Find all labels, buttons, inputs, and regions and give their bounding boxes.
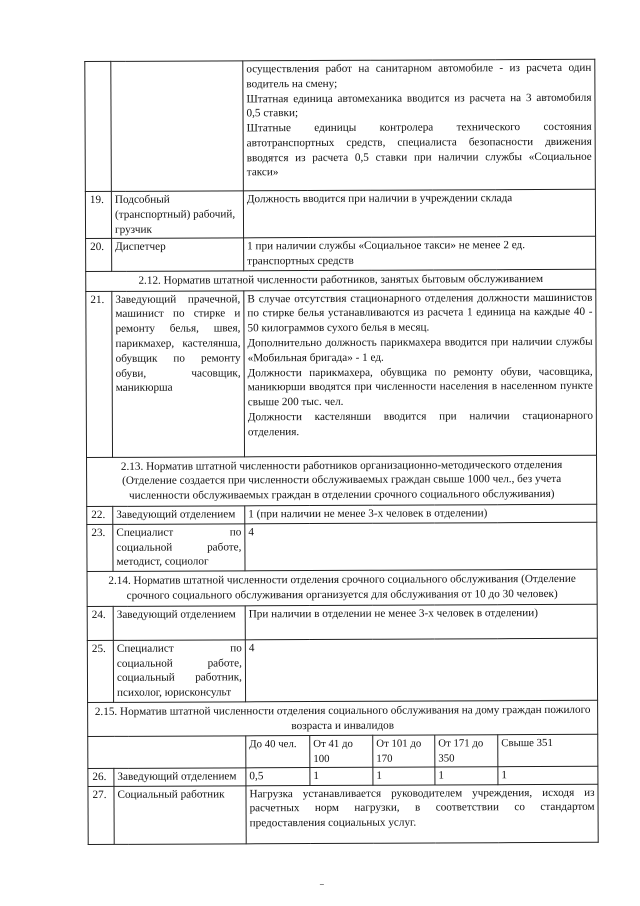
norm-cell: Должность вводится при наличии в учреждении склада bbox=[243, 189, 595, 238]
table-row bbox=[85, 189, 595, 239]
value-cell: 1 bbox=[498, 766, 598, 784]
row-number: 24. bbox=[87, 606, 113, 640]
section-title: 2.14. Норматив штатной численности отделения срочного социального обслуживания (Отделение срочного социального обслуживания организуется для обслуживания от 10 до 30 человек) bbox=[87, 569, 597, 606]
row-number: 21. bbox=[86, 291, 113, 457]
norm-paragraph: Должности кастелянши вводится при наличии стационарного отделения. bbox=[247, 409, 593, 439]
norm-cell: 1 при наличии службы «Социальное такси» не менее 2 ед. транспортных средств bbox=[244, 237, 596, 271]
row-number: 27. bbox=[88, 786, 114, 844]
norm-paragraph: Должности парикмахера, обувщика по ремонту обуви, часовщика, маникюрши вводятся при численности населения в населенном пункте свыше 200 тыс. чел. bbox=[247, 365, 593, 409]
section-header-row bbox=[87, 569, 597, 606]
table-row bbox=[85, 59, 596, 191]
value-cell: 1 bbox=[310, 767, 373, 785]
table-row bbox=[86, 237, 596, 272]
empty-header-cell bbox=[88, 736, 246, 768]
column-header: От 171 до 350 bbox=[435, 735, 498, 767]
norm-cell: При наличии в отделении не менее 3-х человек в отделении) bbox=[245, 604, 597, 640]
table-row bbox=[87, 504, 597, 524]
position-name bbox=[111, 61, 244, 192]
section-title: 2.12. Норматив штатной численности работников, занятых бытовым обслуживанием bbox=[86, 269, 596, 291]
row-number: 22. bbox=[87, 506, 113, 524]
row-number bbox=[85, 61, 112, 191]
norm-cell: 4 bbox=[245, 522, 597, 571]
position-name: Заведующий отделением bbox=[113, 606, 245, 641]
position-name: Специалист по социальной работе, методист, социолог bbox=[113, 524, 245, 572]
page-mark bbox=[320, 884, 324, 885]
position-name: Социальный работник bbox=[114, 786, 246, 845]
position-name: Заведующий прачечной, машинист по стирке и ремонту белья, швея, парикмахер, кастелянша, обувщик по ремонту обуви, часовщик, маникюрша bbox=[112, 291, 245, 458]
value-cell: 0,5 bbox=[246, 767, 310, 785]
row-number: 20. bbox=[86, 239, 112, 272]
row-number: 23. bbox=[87, 524, 113, 571]
table-row bbox=[87, 522, 597, 572]
row-number: 25. bbox=[87, 640, 113, 702]
value-cell: 1 bbox=[435, 767, 498, 785]
norm-cell: Нагрузка устанавливается руководителем учреждения, исходя из расчетных норм нагрузки, в соответствии со стандартом предоставления социальных услуг. bbox=[246, 784, 598, 844]
norm-cell bbox=[243, 59, 596, 191]
column-header: От 41 до 100 bbox=[310, 736, 373, 768]
section-title: 2.13. Норматив штатной численности работников организационно-методического отделения (Отделение создается при численности обслуживаемых граждан свыше 1000 чел., без учета численности обслуживаемых граждан в отделении срочного социального обслуживания) bbox=[87, 455, 597, 507]
position-name: Специалист по социальной работе, социальный работник, психолог, юрисконсульт bbox=[113, 640, 245, 703]
table-row bbox=[86, 289, 597, 457]
norm-paragraph: Штатные единицы контролера технического состояния автотранспортных средств, специалиста безопасности движения вводятся из расчета 0,5 ставки при наличии службы «Социальное такси» bbox=[246, 120, 592, 179]
position-name: Диспетчер bbox=[112, 238, 244, 271]
norm-paragraph: осуществления работ на санитарном автомобиле - из расчета один водитель на смену; bbox=[246, 61, 592, 91]
position-name: Подсобный (транспортный) рабочий, грузчик bbox=[111, 191, 243, 239]
table-row bbox=[87, 638, 597, 702]
section-header-row bbox=[87, 455, 597, 507]
norm-cell bbox=[244, 289, 597, 457]
norm-cell: 1 (при наличии не менее 3-х человек в отделении) bbox=[245, 504, 597, 523]
norm-cell: 4 bbox=[245, 638, 597, 702]
position-name: Заведующий отделением bbox=[114, 768, 246, 786]
section-header-row bbox=[86, 269, 596, 291]
norm-paragraph: Дополнительно должность парикмахера вводится при наличии службы «Мобильная бригада» - 1 ед. bbox=[247, 335, 593, 365]
table-row bbox=[88, 766, 598, 786]
position-name: Заведующий отделением bbox=[113, 506, 245, 524]
norm-paragraph: Штатная единица автомеханика вводится из расчета на 3 автомобиля 0,5 ставки; bbox=[246, 91, 592, 120]
row-number: 26. bbox=[88, 768, 114, 786]
column-header: От 101 до 170 bbox=[373, 735, 435, 767]
section-title: 2.15. Норматив штатной численности отделения социального обслуживания на дому граждан пожилого возраста и инвалидов bbox=[88, 700, 598, 737]
norm-paragraph: В случае отсутствия стационарного отделения должности машинистов по стирке белья устанавливаются из расчета 1 единица на каждые 40 - 50 килограммов сухого белья в месяц. bbox=[247, 291, 593, 335]
section-header-row bbox=[88, 700, 598, 737]
row-number: 19. bbox=[85, 191, 111, 238]
table-row bbox=[88, 784, 598, 844]
table-row bbox=[87, 604, 597, 640]
column-header: До 40 чел. bbox=[246, 736, 310, 768]
staffing-norms-table bbox=[84, 59, 598, 845]
column-header: Свыше 351 bbox=[498, 735, 598, 767]
value-cell: 1 bbox=[373, 767, 435, 785]
header-row bbox=[88, 735, 598, 769]
